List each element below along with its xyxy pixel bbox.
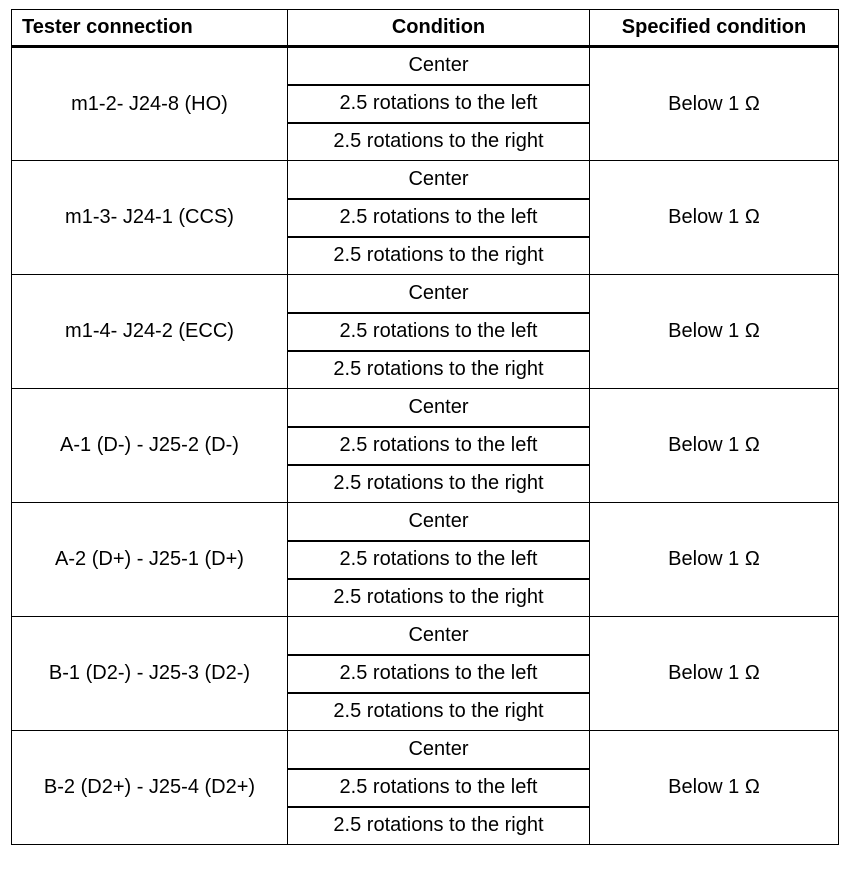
specified-condition-cell: Below 1 Ω [590,275,839,389]
table-row [12,389,839,427]
condition-cell: 2.5 rotations to the right [288,807,590,845]
tester-connection-cell: B-2 (D2+) - J25-4 (D2+) [12,731,288,845]
condition-cell: 2.5 rotations to the right [288,693,590,731]
table-row [12,47,839,85]
table-row [12,161,839,199]
condition-cell: Center [288,389,590,427]
tester-spec-table [11,9,839,845]
specified-condition-cell: Below 1 Ω [590,389,839,503]
condition-cell: 2.5 rotations to the right [288,351,590,389]
tester-connection-cell: A-2 (D+) - J25-1 (D+) [12,503,288,617]
condition-cell: 2.5 rotations to the right [288,237,590,275]
tester-connection-cell: A-1 (D-) - J25-2 (D-) [12,389,288,503]
table-body [12,47,839,845]
tester-connection-cell: m1-3- J24-1 (CCS) [12,161,288,275]
specified-condition-cell: Below 1 Ω [590,161,839,275]
condition-cell: 2.5 rotations to the left [288,769,590,807]
condition-cell: 2.5 rotations to the left [288,85,590,123]
tester-connection-cell: m1-2- J24-8 (HO) [12,47,288,161]
header-condition: Condition [288,10,590,47]
header-specified-condition: Specified condition [590,10,839,47]
condition-cell: 2.5 rotations to the right [288,579,590,617]
condition-cell: 2.5 rotations to the left [288,199,590,237]
table-row [12,617,839,655]
header-row [12,10,839,47]
specified-condition-cell: Below 1 Ω [590,47,839,161]
condition-cell: Center [288,731,590,769]
table-header [12,10,839,47]
condition-cell: Center [288,275,590,313]
specified-condition-cell: Below 1 Ω [590,617,839,731]
table-row [12,503,839,541]
condition-cell: 2.5 rotations to the left [288,313,590,351]
condition-cell: 2.5 rotations to the right [288,123,590,161]
condition-cell: Center [288,47,590,85]
condition-cell: 2.5 rotations to the left [288,541,590,579]
header-tester-connection: Tester connection [12,10,288,47]
tester-connection-cell: B-1 (D2-) - J25-3 (D2-) [12,617,288,731]
condition-cell: Center [288,161,590,199]
condition-cell: Center [288,617,590,655]
condition-cell: Center [288,503,590,541]
condition-cell: 2.5 rotations to the left [288,427,590,465]
tester-connection-cell: m1-4- J24-2 (ECC) [12,275,288,389]
specified-condition-cell: Below 1 Ω [590,503,839,617]
table-row [12,275,839,313]
condition-cell: 2.5 rotations to the left [288,655,590,693]
condition-cell: 2.5 rotations to the right [288,465,590,503]
table-row [12,731,839,769]
specified-condition-cell: Below 1 Ω [590,731,839,845]
